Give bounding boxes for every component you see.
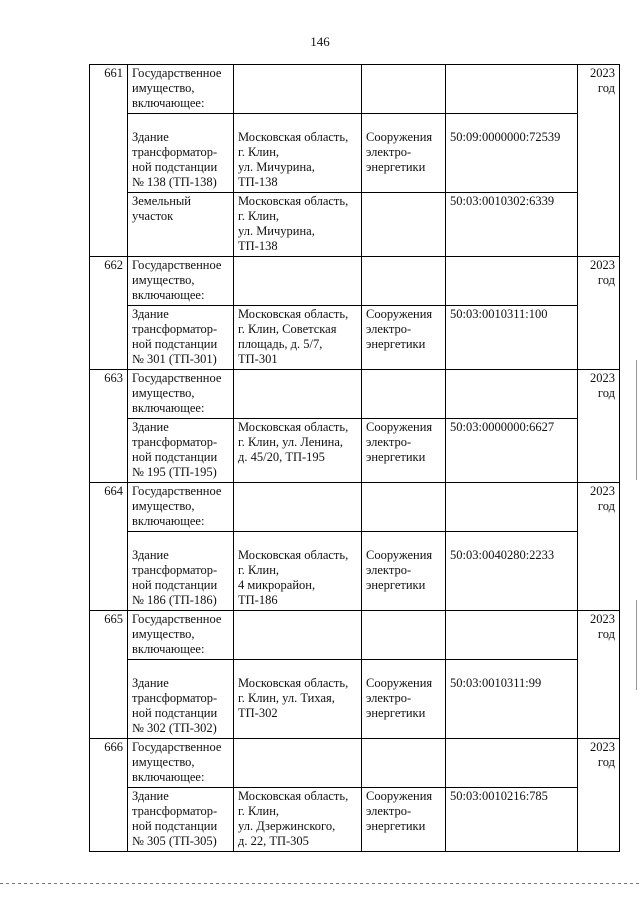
- object-type: Сооружения электро- энергетики: [362, 532, 446, 611]
- table-row: [90, 660, 620, 739]
- table-row: [90, 739, 620, 788]
- object-type: Сооружения электро- энергетики: [362, 114, 446, 193]
- table-row: [90, 257, 620, 306]
- cadastral-number: 50:03:0040280:2233: [446, 532, 578, 611]
- table-row: [90, 483, 620, 532]
- cadastral-number: 50:09:0000000:72539: [446, 114, 578, 193]
- object-group-title: Государственное имущество, включающее:: [128, 611, 234, 660]
- row-number: 662: [90, 257, 128, 370]
- address-cell: [234, 483, 362, 532]
- object-address: Московская область, г. Клин, Советская площадь, д. 5/7, ТП-301: [234, 306, 362, 370]
- privatization-year: 2023 год: [578, 611, 620, 739]
- object-name: Здание трансформатор- ной подстанции № 138 (ТП-138): [128, 114, 234, 193]
- property-register-table: [89, 64, 620, 852]
- table-row: [90, 611, 620, 660]
- object-address: Московская область, г. Клин, ул. Мичурина, ТП-138: [234, 193, 362, 257]
- object-group-title: Государственное имущество, включающее:: [128, 257, 234, 306]
- object-address: Московская область, г. Клин, 4 микрорайон, ТП-186: [234, 532, 362, 611]
- table-row: [90, 114, 620, 193]
- privatization-year: 2023 год: [578, 257, 620, 370]
- row-number: 664: [90, 483, 128, 611]
- object-type: Сооружения электро- энергетики: [362, 660, 446, 739]
- cadastral-number-cell: [446, 65, 578, 114]
- cadastral-number-cell: [446, 611, 578, 660]
- scan-edge-mark: [636, 600, 637, 690]
- address-cell: [234, 257, 362, 306]
- table-row: [90, 370, 620, 419]
- scan-edge-mark: [636, 360, 637, 480]
- object-type-cell: [362, 611, 446, 660]
- cadastral-number: 50:03:0000000:6627: [446, 419, 578, 483]
- table-row: [90, 532, 620, 611]
- object-type: Сооружения электро- энергетики: [362, 788, 446, 852]
- cadastral-number: 50:03:0010216:785: [446, 788, 578, 852]
- table-row: [90, 788, 620, 852]
- cadastral-number-cell: [446, 483, 578, 532]
- object-type-cell: [362, 65, 446, 114]
- privatization-year: 2023 год: [578, 370, 620, 483]
- address-cell: [234, 611, 362, 660]
- row-number: 665: [90, 611, 128, 739]
- object-name: Здание трансформатор- ной подстанции № 302 (ТП-302): [128, 660, 234, 739]
- table-row: [90, 193, 620, 257]
- cadastral-number: 50:03:0010311:99: [446, 660, 578, 739]
- table-row: [90, 419, 620, 483]
- object-type: Сооружения электро- энергетики: [362, 306, 446, 370]
- cadastral-number-cell: [446, 370, 578, 419]
- object-name: Земельный участок: [128, 193, 234, 257]
- object-type-cell: [362, 370, 446, 419]
- object-group-title: Государственное имущество, включающее:: [128, 65, 234, 114]
- table-row: [90, 306, 620, 370]
- row-number: 666: [90, 739, 128, 852]
- object-type: Сооружения электро- энергетики: [362, 419, 446, 483]
- address-cell: [234, 65, 362, 114]
- address-cell: [234, 739, 362, 788]
- address-cell: [234, 370, 362, 419]
- cadastral-number-cell: [446, 739, 578, 788]
- cadastral-number: 50:03:0010302:6339: [446, 193, 578, 257]
- object-address: Московская область, г. Клин, ул. Ленина, д. 45/20, ТП-195: [234, 419, 362, 483]
- scan-edge-line: [0, 883, 640, 884]
- object-type-cell: [362, 483, 446, 532]
- page-number: 146: [310, 34, 330, 49]
- row-number: 663: [90, 370, 128, 483]
- privatization-year: 2023 год: [578, 483, 620, 611]
- object-type-cell: [362, 739, 446, 788]
- row-number: 661: [90, 65, 128, 257]
- privatization-year: 2023 год: [578, 739, 620, 852]
- privatization-year: 2023 год: [578, 65, 620, 257]
- cadastral-number-cell: [446, 257, 578, 306]
- object-group-title: Государственное имущество, включающее:: [128, 739, 234, 788]
- cadastral-number: 50:03:0010311:100: [446, 306, 578, 370]
- object-type-cell: [362, 257, 446, 306]
- table-row: [90, 65, 620, 114]
- object-name: Здание трансформатор- ной подстанции № 195 (ТП-195): [128, 419, 234, 483]
- object-type: [362, 193, 446, 257]
- object-address: Московская область, г. Клин, ул. Мичурина, ТП-138: [234, 114, 362, 193]
- object-group-title: Государственное имущество, включающее:: [128, 483, 234, 532]
- object-address: Московская область, г. Клин, ул. Дзержинского, д. 22, ТП-305: [234, 788, 362, 852]
- object-group-title: Государственное имущество, включающее:: [128, 370, 234, 419]
- object-address: Московская область, г. Клин, ул. Тихая, ТП-302: [234, 660, 362, 739]
- object-name: Здание трансформатор- ной подстанции № 186 (ТП-186): [128, 532, 234, 611]
- object-name: Здание трансформатор- ной подстанции № 301 (ТП-301): [128, 306, 234, 370]
- object-name: Здание трансформатор- ной подстанции № 305 (ТП-305): [128, 788, 234, 852]
